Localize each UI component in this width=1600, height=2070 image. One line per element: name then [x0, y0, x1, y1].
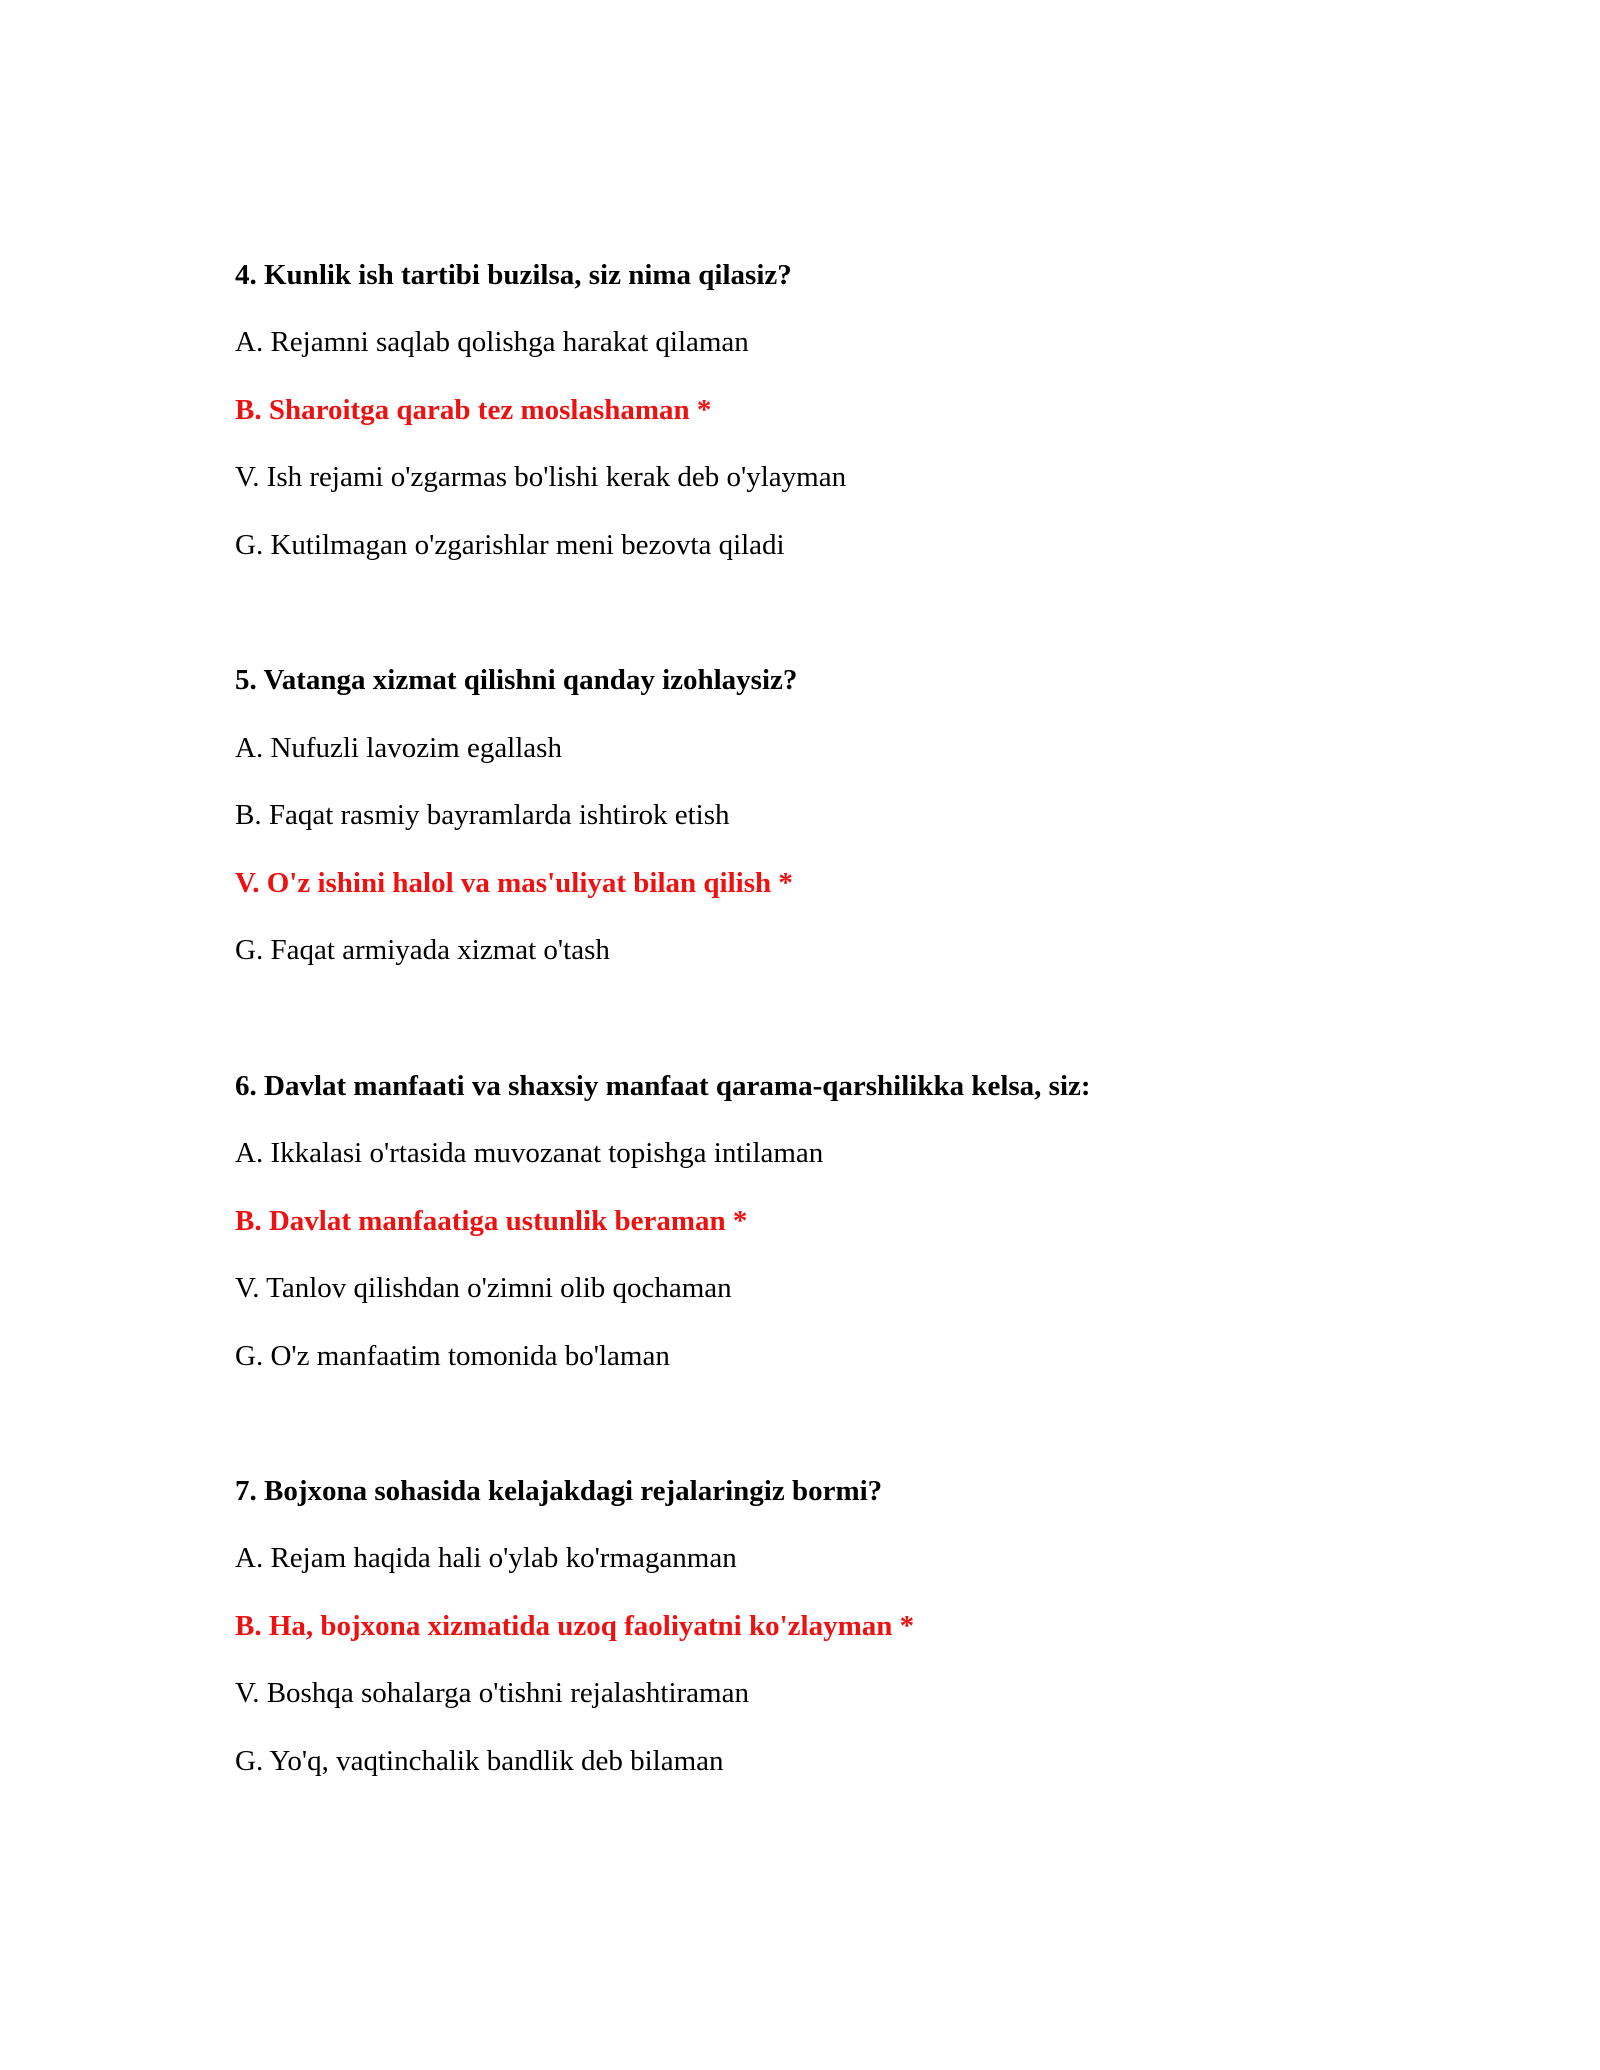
correct-answer-option: B. Sharoitga qarab tez moslashaman *: [235, 394, 712, 426]
answer-option: G. O'z manfaatim tomonida bo'laman: [235, 1340, 670, 1372]
question-title: 6. Davlat manfaati va shaxsiy manfaat qarama-qarshilikka kelsa, siz:: [235, 1070, 1091, 1102]
answer-option: G. Yo'q, vaqtinchalik bandlik deb bilaman: [235, 1745, 724, 1777]
answer-option: A. Rejamni saqlab qolishga harakat qilaman: [235, 326, 749, 358]
correct-answer-option: B. Ha, bojxona xizmatida uzoq faoliyatni ko'zlayman *: [235, 1610, 915, 1642]
answer-option: V. Ish rejami o'zgarmas bo'lishi kerak deb o'ylayman: [235, 461, 847, 493]
question-title: 5. Vatanga xizmat qilishni qanday izohlaysiz?: [235, 664, 798, 696]
question-title: 7. Bojxona sohasida kelajakdagi rejalaringiz bormi?: [235, 1475, 883, 1507]
answer-option: B. Faqat rasmiy bayramlarda ishtirok etish: [235, 799, 730, 831]
correct-answer-option: V. O'z ishini halol va mas'uliyat bilan qilish *: [235, 867, 793, 899]
correct-answer-option: B. Davlat manfaatiga ustunlik beraman *: [235, 1205, 748, 1237]
answer-option: A. Ikkalasi o'rtasida muvozanat topishga intilaman: [235, 1137, 824, 1169]
question-title: 4. Kunlik ish tartibi buzilsa, siz nima qilasiz?: [235, 259, 792, 291]
answer-option: A. Rejam haqida hali o'ylab ko'rmaganman: [235, 1542, 737, 1574]
answer-option: V. Tanlov qilishdan o'zimni olib qochaman: [235, 1272, 732, 1304]
answer-option: A. Nufuzli lavozim egallash: [235, 732, 562, 764]
answer-option: V. Boshqa sohalarga o'tishni rejalashtiraman: [235, 1677, 749, 1709]
answer-option: G. Kutilmagan o'zgarishlar meni bezovta qiladi: [235, 529, 785, 561]
answer-option: G. Faqat armiyada xizmat o'tash: [235, 934, 610, 966]
